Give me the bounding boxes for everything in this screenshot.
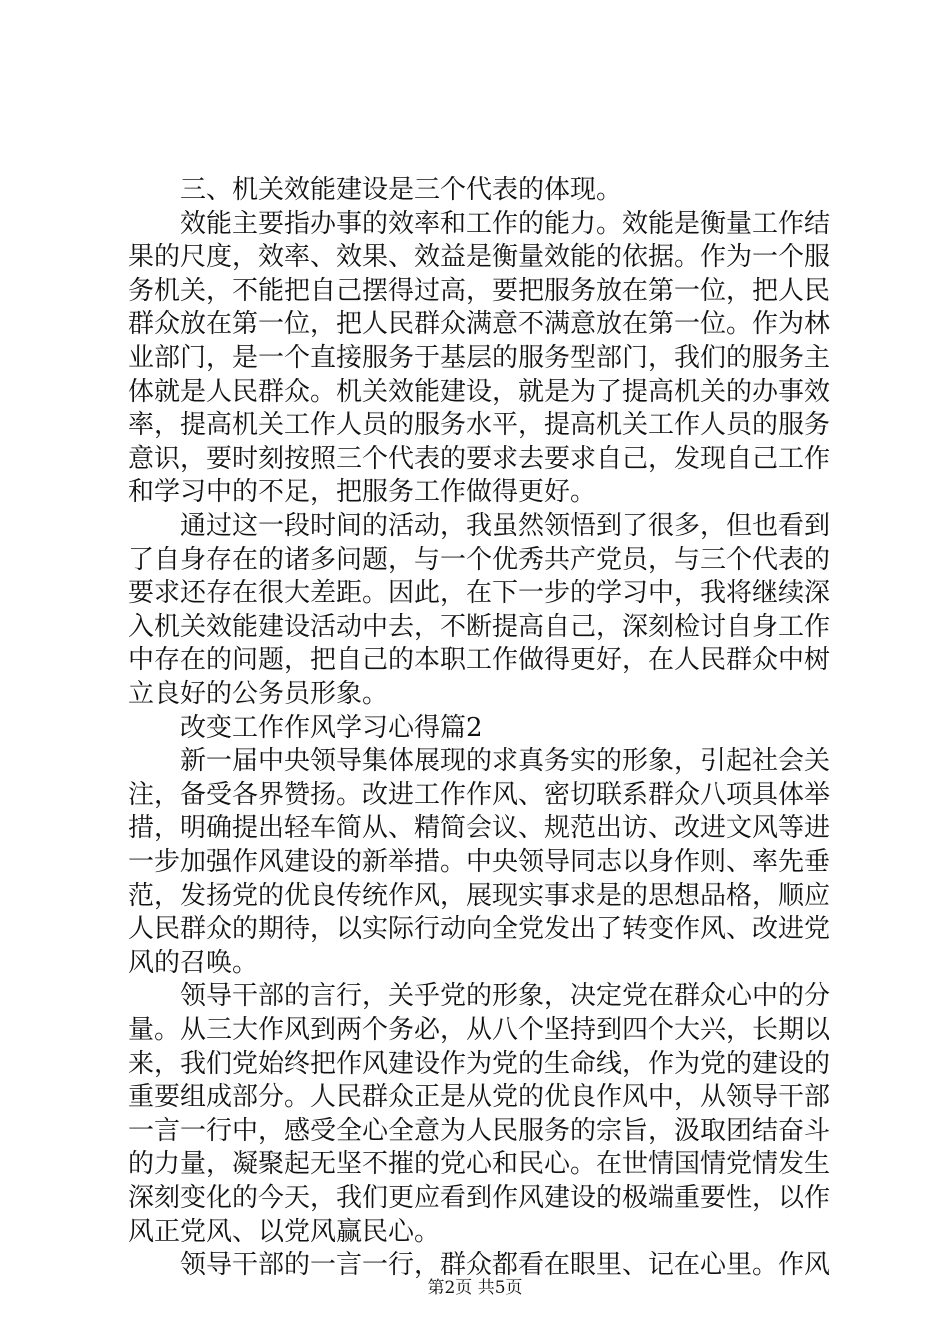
text-line-content: 改变工作作风学习心得篇2: [180, 712, 483, 743]
text-line-content: 入机关效能建设活动中去，不断提高自己，深刻检讨自身工作: [128, 611, 830, 642]
text-line-content: 业部门，是一个直接服务于基层的服务型部门，我们的服务主: [128, 343, 830, 373]
text-line-content: 效能主要指办事的效率和工作的能力。效能是衡量工作结: [180, 208, 830, 239]
page-footer: 第2页 共5页: [427, 1278, 523, 1298]
text-line-content: 要求还存在很大差距。因此，在下一步的学习中，我将继续深: [128, 578, 830, 609]
text-line-content: 的力量，凝聚起无坚不摧的党心和民心。在世情国情党情发生: [128, 1149, 830, 1180]
text-line-content: 率，提高机关工作人员的服务水平，提高机关工作人员的服务: [128, 410, 830, 441]
text-line-content: 领导干部的言行，关乎党的形象，决定党在群众心中的分: [180, 981, 830, 1012]
text-line-content: 和学习中的不足，把服务工作做得更好。: [128, 477, 597, 508]
text-line-content: 风正党风、以党风赢民心。: [128, 1216, 441, 1247]
text-line-content: 果的尺度，效率、效果、效益是衡量效能的依据。作为一个服: [128, 242, 830, 273]
text-line-content: 了自身存在的诸多问题，与一个优秀共产党员，与三个代表的: [128, 544, 830, 575]
text-line-content: 三、机关效能建设是三个代表的体现。: [180, 175, 623, 205]
text-line-content: 新一届中央领导集体展现的求真务实的形象，引起社会关: [180, 746, 830, 777]
text-line-content: 量。从三大作风到两个务必，从八个坚持到四个大兴，长期以: [128, 1015, 830, 1045]
text-line-content: 中存在的问题，把自己的本职工作做得更好，在人民群众中树: [128, 645, 830, 676]
text-line-content: 风的召唤。: [128, 947, 259, 978]
text-line-content: 范，发扬党的优良传统作风，展现实事求是的思想品格，顺应: [128, 880, 830, 911]
text-line-content: 领导干部的一言一行，群众都看在眼里、记在心里。作风: [180, 1250, 830, 1281]
text-line-content: 群众放在第一位，把人民群众满意不满意放在第一位。作为林: [128, 309, 830, 340]
text-line-content: 措，明确提出轻车简从、精简会议、规范出访、改进文风等进: [128, 813, 830, 844]
text-line-content: 务机关，不能把自己摆得过高，要把服务放在第一位，把人民: [128, 275, 830, 306]
text-line-content: 注，备受各界赞扬。改进工作作风、密切联系群众八项具体举: [128, 779, 830, 810]
text-line-content: 立良好的公务员形象。: [128, 679, 389, 709]
text-line-content: 一步加强作风建设的新举措。中央领导同志以身作则、率先垂: [128, 847, 830, 877]
text-line-content: 重要组成部分。人民群众正是从党的优良作风中，从领导干部: [128, 1082, 830, 1113]
text-line-content: 来，我们党始终把作风建设作为党的生命线，作为党的建设的: [128, 1048, 830, 1079]
text-line-content: 人民群众的期待，以实际行动向全党发出了转变作风、改进党: [128, 914, 830, 945]
text-line-content: 通过这一段时间的活动，我虽然领悟到了很多，但也看到: [180, 511, 830, 541]
text-line-content: 一言一行中，感受全心全意为人民服务的宗旨，汲取团结奋斗: [128, 1115, 830, 1146]
text-line-content: 意识，要时刻按照三个代表的要求去要求自己，发现自己工作: [128, 443, 830, 474]
text-line-content: 深刻变化的今天，我们更应看到作风建设的极端重要性，以作: [128, 1183, 830, 1213]
text-line-content: 体就是人民群众。机关效能建设，就是为了提高机关的办事效: [128, 376, 830, 407]
